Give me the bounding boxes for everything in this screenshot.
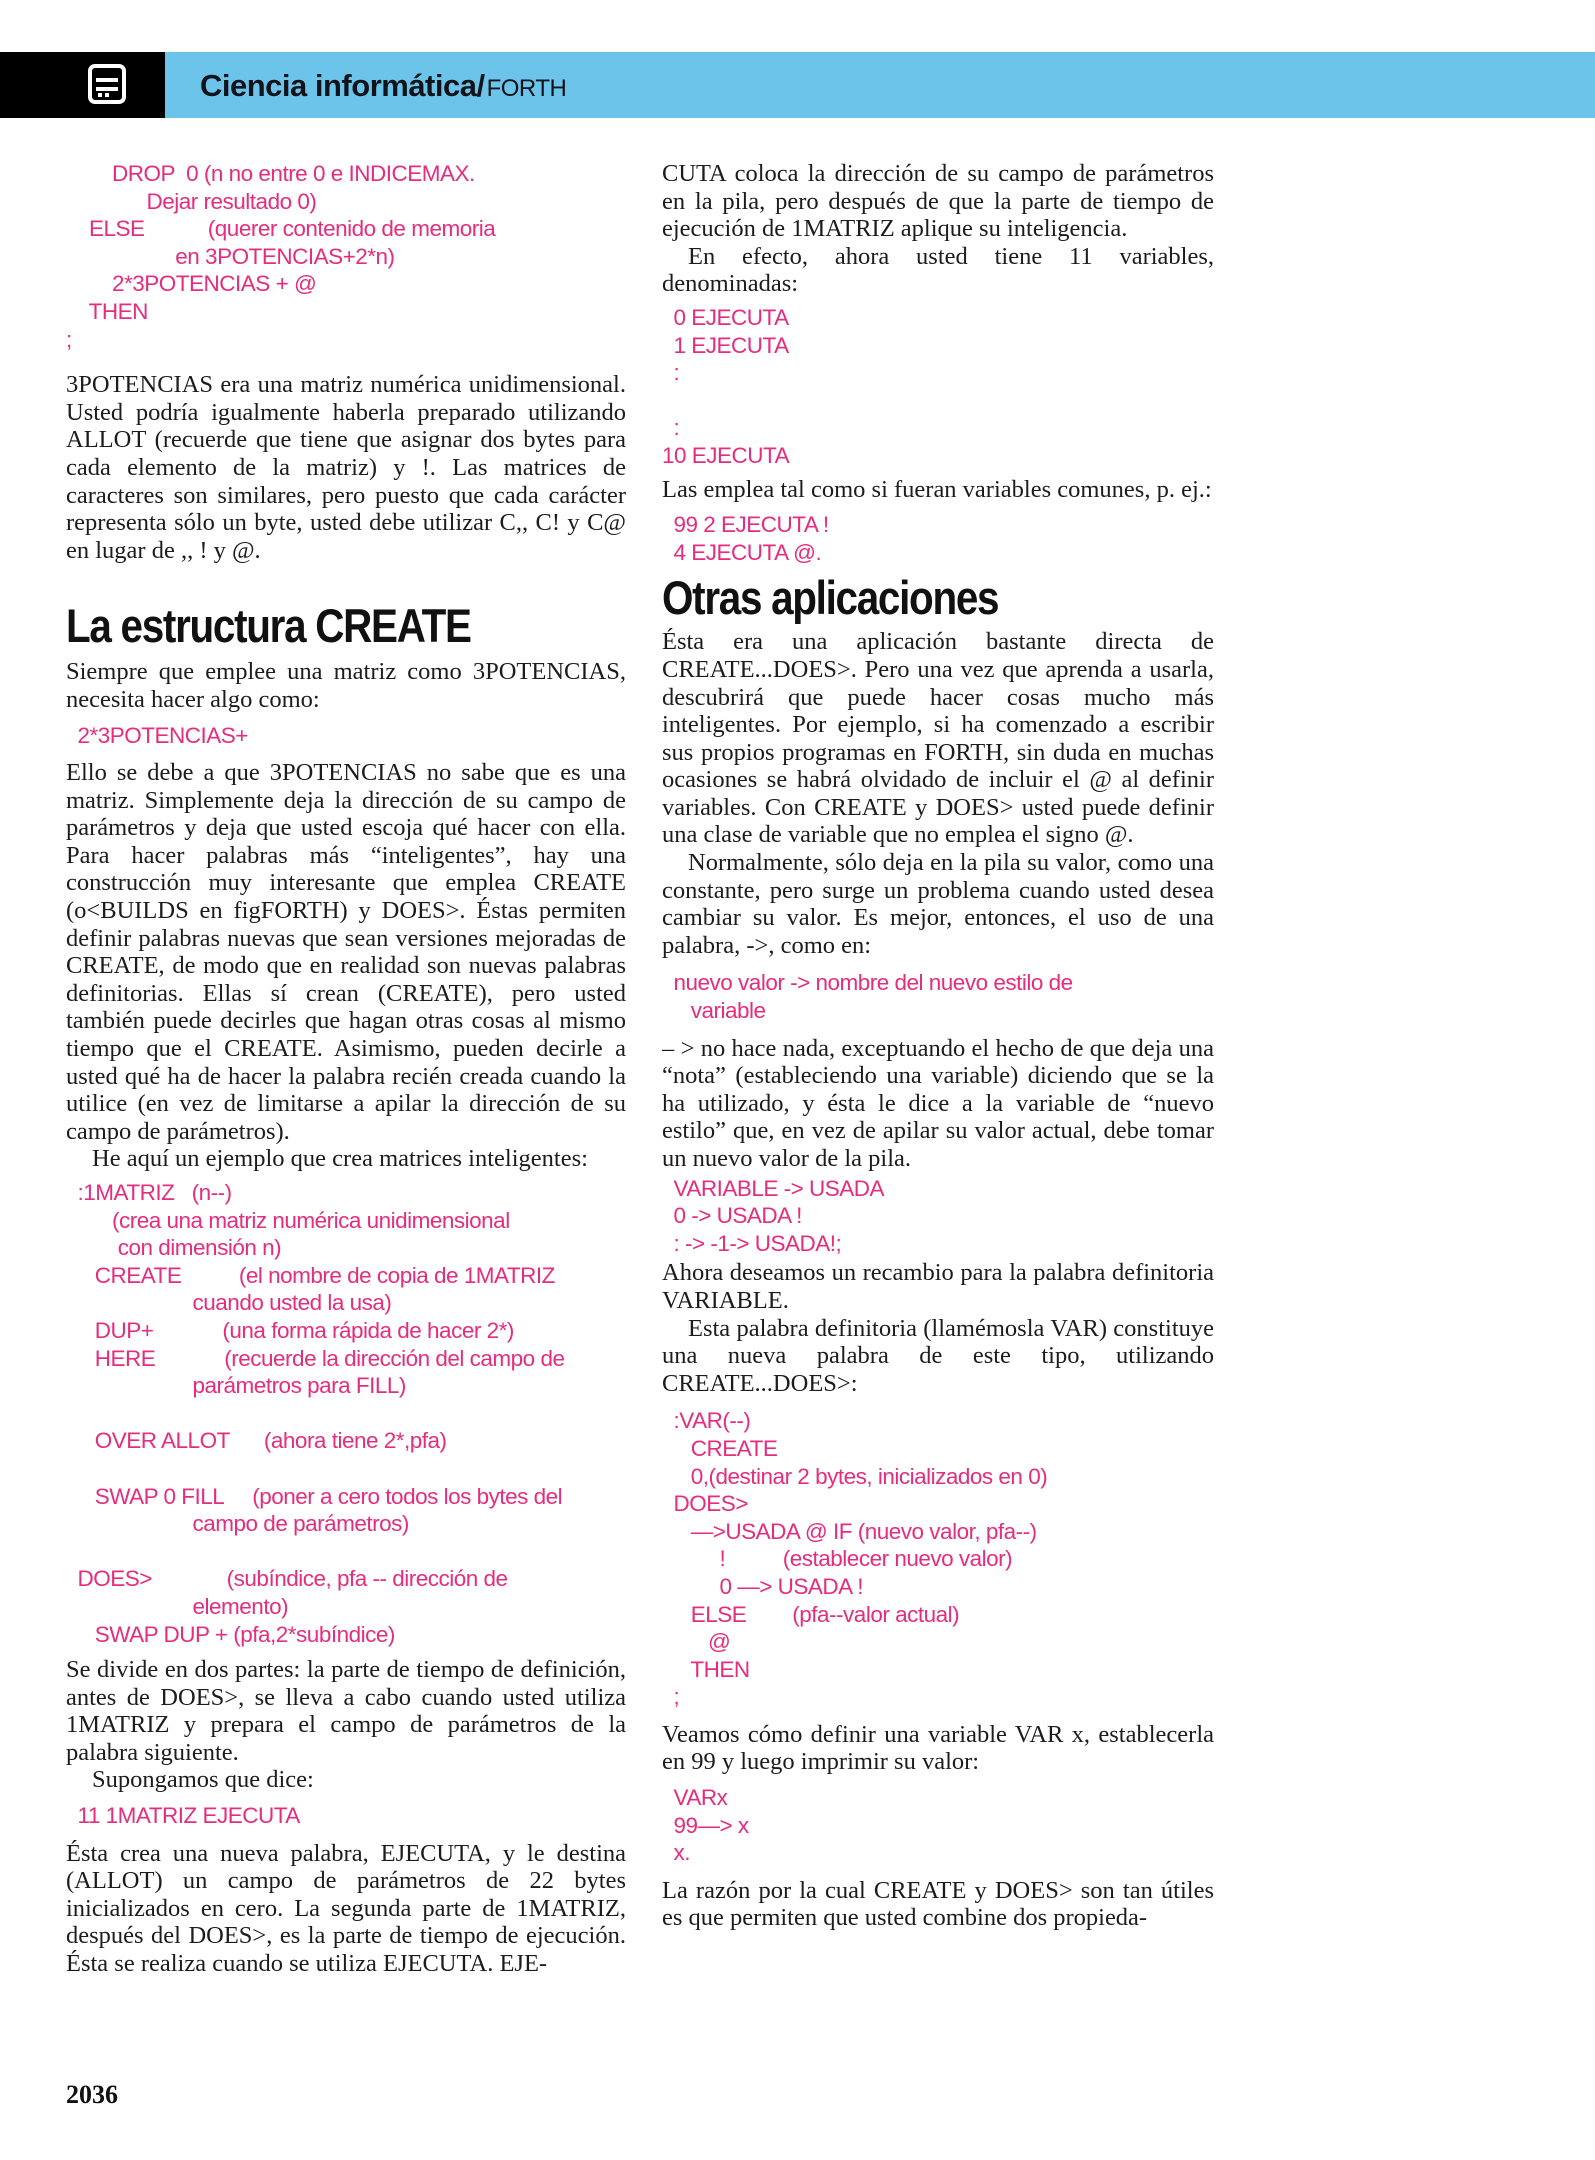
code-line bbox=[66, 1455, 626, 1483]
code-block-ejecuta bbox=[662, 304, 1214, 470]
code-line: —>USADA @ IF (nuevo valor, pfa--) bbox=[662, 1518, 1037, 1544]
section-heading: Otras aplicaciones bbox=[662, 571, 999, 625]
code-line: CREATE bbox=[662, 1435, 778, 1461]
code-line: 11 1MATRIZ EJECUTA bbox=[66, 1803, 300, 1829]
code-line: THEN bbox=[66, 298, 148, 324]
code-block-usada bbox=[662, 1175, 1214, 1258]
paragraph: CUTA coloca la dirección de su campo de parámetros en la pila, pero después de que la parte de tiempo de ejecución de 1MATRIZ aplique su inteligencia. bbox=[662, 160, 1214, 243]
code-line: ; bbox=[66, 326, 72, 352]
code-line: DOES> (subíndice, pfa -- dirección de bbox=[66, 1566, 508, 1592]
code-line: SWAP 0 FILL (poner a cero todos los bytes del bbox=[66, 1483, 563, 1509]
paragraph: Ésta era una aplicación bastante directa de CREATE...DOES>. Pero una vez que aprenda a usarla, descubrirá que puede hacer cosas mucho más inteligentes. Por ejemplo, si ha comenzado a escribir sus propios programas en FORTH, sin duda en muchas ocasiones se habrá olvidado de incluir el @ al definir variables. Con CREATE y DOES> usted puede definir una clase de variable que no emplea el signo @. bbox=[662, 628, 1214, 849]
code-block-matrix-end bbox=[66, 160, 626, 353]
paragraph: Siempre que emplee una matriz como 3POTENCIAS, necesita hacer algo como: bbox=[66, 658, 626, 713]
code-line: : bbox=[662, 415, 680, 441]
code-line: en 3POTENCIAS+2*n) bbox=[66, 243, 395, 269]
code-line: 0 EJECUTA bbox=[662, 304, 789, 330]
code-line: ELSE (querer contenido de memoria bbox=[66, 216, 496, 242]
code-line: 0,(destinar 2 bytes, inicializados en 0) bbox=[662, 1463, 1048, 1489]
paragraph: Esta palabra definitoria (llamémosla VAR) constituye una nueva palabra de este tipo, utilizando CREATE...DOES>: bbox=[662, 1314, 1214, 1397]
left-column bbox=[66, 160, 626, 1978]
paragraph: La razón por la cual CREATE y DOES> son tan útiles es que permiten que usted combine dos propieda- bbox=[662, 1876, 1214, 1932]
paragraph: Las emplea tal como si fueran variables comunes, p. ej.: bbox=[662, 475, 1212, 503]
code-line: @ bbox=[662, 1629, 731, 1655]
code-line: 99 2 EJECUTA ! bbox=[662, 512, 829, 538]
code-line: 99—> x bbox=[662, 1812, 749, 1838]
right-column bbox=[662, 160, 1214, 1932]
code-line: THEN bbox=[662, 1656, 750, 1682]
code-line: 10 EJECUTA bbox=[662, 442, 790, 468]
paragraph: Normalmente, sólo deja en la pila su valor, como una constante, pero surge un problema cuando usted desea cambiar su valor. Es mejor, entonces, el uso de una palabra, ->, como en: bbox=[662, 849, 1214, 959]
code-line bbox=[662, 387, 1214, 415]
code-line: Dejar resultado 0) bbox=[66, 188, 317, 214]
code-line: variable bbox=[662, 998, 766, 1024]
code-line: OVER ALLOT (ahora tiene 2*,pfa) bbox=[66, 1428, 447, 1454]
section-title: Ciencia informática/FORTH bbox=[200, 68, 567, 103]
header-bar bbox=[0, 52, 1595, 118]
section-heading: La estructura CREATE bbox=[66, 599, 471, 653]
code-line: HERE (recuerde la dirección del campo de bbox=[66, 1345, 565, 1371]
code-line: 0 -> USADA ! bbox=[662, 1203, 802, 1229]
code-line bbox=[66, 1538, 626, 1566]
section-subtitle: FORTH bbox=[486, 75, 567, 102]
code-line: ; bbox=[662, 1684, 680, 1710]
code-line: DUP+ (una forma rápida de hacer 2*) bbox=[66, 1317, 514, 1343]
code-line: CREATE (el nombre de copia de 1MATRIZ bbox=[66, 1262, 555, 1288]
code-line: 2*3POTENCIAS + @ bbox=[66, 271, 317, 297]
code-line: DOES> bbox=[662, 1491, 748, 1517]
code-line: 4 EJECUTA @. bbox=[662, 539, 822, 565]
paragraph: He aquí un ejemplo que crea matrices inteligentes: bbox=[92, 1145, 588, 1173]
code-line: VARIABLE -> USADA bbox=[662, 1175, 885, 1201]
code-line: :1MATRIZ (n--) bbox=[66, 1180, 232, 1205]
code-line: ! (establecer nuevo valor) bbox=[662, 1546, 1013, 1572]
code-line: parámetros para FILL) bbox=[66, 1373, 406, 1399]
code-block-usage bbox=[662, 511, 1214, 566]
code-block-varx bbox=[662, 1784, 1214, 1867]
code-line: 1 EJECUTA bbox=[662, 332, 789, 358]
paragraph: Ahora deseamos un recambio para la palabra definitoria VARIABLE. bbox=[662, 1259, 1214, 1314]
code-line: : -> -1-> USADA!; bbox=[662, 1230, 842, 1256]
code-line: cuando usted la usa) bbox=[66, 1290, 392, 1316]
code-line: 0 —> USADA ! bbox=[662, 1573, 863, 1599]
code-line: elemento) bbox=[66, 1593, 289, 1619]
code-line: 2*3POTENCIAS+ bbox=[66, 722, 248, 748]
paragraph: Se divide en dos partes: la parte de tiempo de definición, antes de DOES>, se lleva a cabo cuando usted utiliza 1MATRIZ y prepara el campo de parámetros de la palabra siguiente. bbox=[66, 1656, 626, 1766]
code-line: :VAR(--) bbox=[662, 1408, 751, 1434]
code-block-var bbox=[662, 1407, 1214, 1711]
page-number: 2036 bbox=[66, 2080, 118, 2109]
code-line: nuevo valor -> nombre del nuevo estilo de bbox=[662, 970, 1073, 996]
code-line bbox=[66, 1400, 626, 1428]
code-line: (crea una matriz numérica unidimensional bbox=[66, 1207, 510, 1233]
code-line: con dimensión n) bbox=[66, 1235, 282, 1261]
code-line: DROP 0 (n no entre 0 e INDICEMAX. bbox=[66, 161, 475, 186]
paragraph: Supongamos que dice: bbox=[92, 1766, 314, 1794]
paragraph: Ello se debe a que 3POTENCIAS no sabe que es una matriz. Simplemente deja la dirección de su campo de parámetros y deja que usted escoja qué hacer con ella. Para hacer palabras más “inteligentes”, hay una construcción muy interesante que emplea CREATE (o<BUILDS en figFORTH) y DOES>. Éstas permiten definir palabras nuevas que sean versiones mejoradas de CREATE, de modo que en realidad son nuevas palabras definitorias. Ellas sí crean (CREATE), pero usted también puede decirles que hagan otras cosas al mismo tiempo que el CREATE. Asimismo, pueden decirle a usted qué ha de hacer la palabra recién creada cuando la utilice (en vez de limitarse a apilar la dirección de su campo de parámetros). bbox=[66, 759, 626, 1145]
code-line: SWAP DUP + (pfa,2*subíndice) bbox=[66, 1621, 395, 1647]
code-block-1matriz bbox=[66, 1179, 626, 1648]
paragraph: 3POTENCIAS era una matriz numérica unidimensional. Usted podría igualmente haberla preparado utilizando ALLOT (recuerde que tiene que asignar dos bytes para cada elemento de la matriz) y !. Las matrices de caracteres son similares, pero puesto que cada carácter representa sólo un byte, usted debe utilizar C,, C! y C@ en lugar de ,, ! y @. bbox=[66, 371, 626, 564]
code-line: ELSE (pfa--valor actual) bbox=[662, 1601, 960, 1627]
header-logo-block bbox=[0, 52, 165, 118]
code-line: campo de parámetros) bbox=[66, 1511, 409, 1537]
code-line: : bbox=[662, 360, 680, 386]
paragraph: En efecto, ahora usted tiene 11 variables, denominadas: bbox=[662, 242, 1214, 298]
paragraph: Ésta crea una nueva palabra, EJECUTA, y le destina (ALLOT) un campo de parámetros de 22 bytes inicializados en cero. La segunda parte de 1MATRIZ, después del DOES>, es la parte de tiempo de ejecución. Ésta se realiza cuando se utiliza EJECUTA. EJE- bbox=[66, 1839, 626, 1978]
code-line: x. bbox=[662, 1840, 691, 1866]
computer-icon bbox=[88, 64, 126, 104]
paragraph: – > no hace nada, exceptuando el hecho de que deja una “nota” (estableciendo una variable) diciendo que se la ha utilizado, y ésta le dice a la variable de “nuevo estilo” que, en vez de apilar su valor actual, debe tomar un nuevo valor de la pila. bbox=[662, 1034, 1214, 1172]
code-line: VARx bbox=[662, 1785, 728, 1811]
code-block-new-style bbox=[662, 969, 1214, 1024]
paragraph: Veamos cómo definir una variable VAR x, establecerla en 99 y luego imprimir su valor: bbox=[662, 1720, 1214, 1776]
